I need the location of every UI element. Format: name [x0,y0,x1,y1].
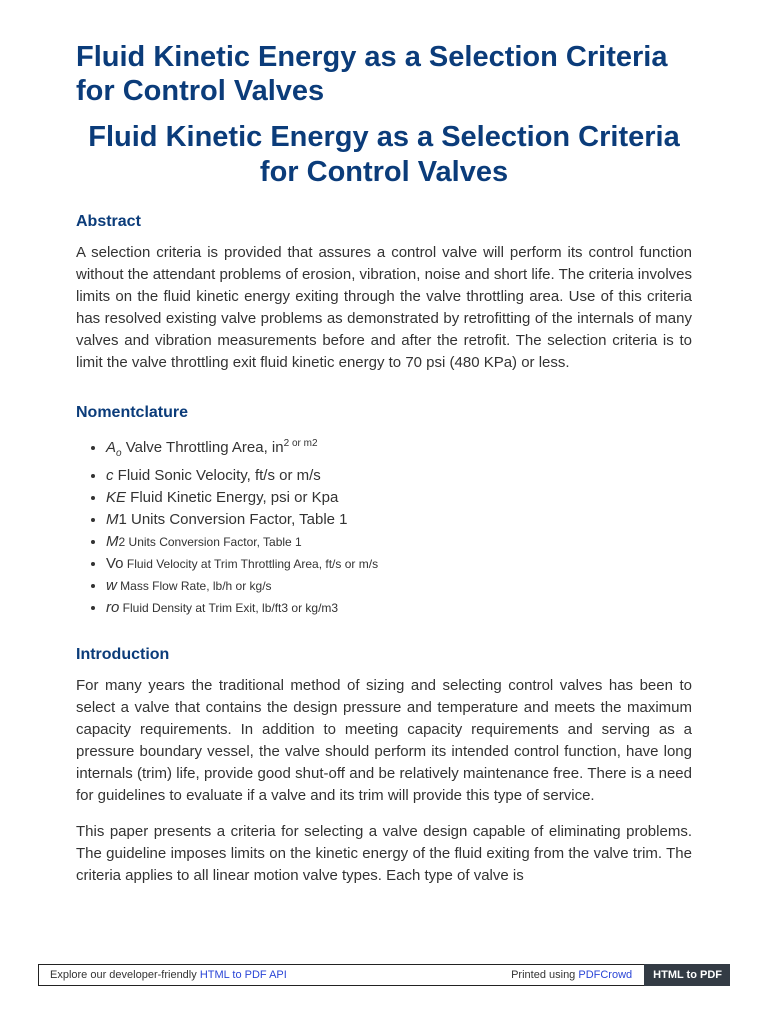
list-item: • M2 Units Conversion Factor, Table 1 [106,531,692,553]
list-item: • $A_o$ Valve Throttling Area, $in^{2 or m2}$ [106,433,692,465]
article-title-line2: for Control Valves [259,156,509,188]
footer-printed-using: Printed using PDFCrowd [511,969,633,981]
list-item: • ro Fluid Density at Trim Exit, lb/ft3 or kg/m3 [106,597,692,619]
list-item: • M1 Units Conversion Factor, Table 1 [106,509,692,531]
list-item: • c Fluid Sonic Velocity, ft/s or m/s [106,465,692,487]
html-to-pdf-button[interactable]: HTML to PDF [644,964,730,986]
html-to-pdf-api-link[interactable]: HTML to PDF API [199,969,287,981]
footer-promo: Explore our developer-friendly HTML to PDF API [50,969,287,981]
list-item: • KE Fluid Kinetic Energy, psi or Kpa [106,487,692,509]
article-title [76,120,692,190]
introduction-heading: Introduction [76,646,170,664]
introduction-paragraph-2: This paper presents a criteria for selecting a valve design capable of eliminating problems. The guideline imposes limits on the kinetic energy of the fluid exiting from the valve trim. The criteria applies to all linear motion valve types. Each type of valve is [76,822,692,884]
list-item: • w Mass Flow Rate, lb/h or kg/s [106,575,692,597]
pdf-footer-bar [38,964,730,986]
abstract-heading: Abstract [76,213,141,230]
abstract-text: A selection criteria is provided that assures a control valve will perform its control function without the attendant problems of erosion, vibration, noise and short life. The criteria involves limits on the fluid kinetic energy exiting through the valve throttling area. Use of this criteria has resolved existing valve problems as demonstrated by retrofitting of the internals of many valves and vibration measurements before and after the retrofit. The selection criteria is to limit the valve throttling exit fluid kinetic energy to 70 psi (480 KPa) or less. [76,244,692,371]
nomenclature-list [76,433,692,619]
pdfcrowd-link[interactable]: PDFCrowd [578,969,633,981]
introduction-paragraph-1: For many years the traditional method of sizing and selecting control valves has been to select a valve that contains the design pressure and temperature and meets the maximum capacity requirements. In addition to meeting capacity requirements and serving as a pressure boundary vessel, the valve should perform its intended control function, have long internals (trim) life, provide good shut-off and be relatively maintenance free. There is a need for guidelines to evaluate if a valve and its trim will provide this type of service. [76,677,692,804]
nomenclature-heading: Nomentclature [76,404,189,422]
list-item: • Vo Fluid Velocity at Trim Throttling Area, ft/s or m/s [106,553,692,575]
document-page [76,40,692,887]
document-title: Fluid Kinetic Energy as a Selection Criteria for Control Valves [76,41,668,107]
article-title-line1: Fluid Kinetic Energy as a Selection Criteria [88,121,680,153]
